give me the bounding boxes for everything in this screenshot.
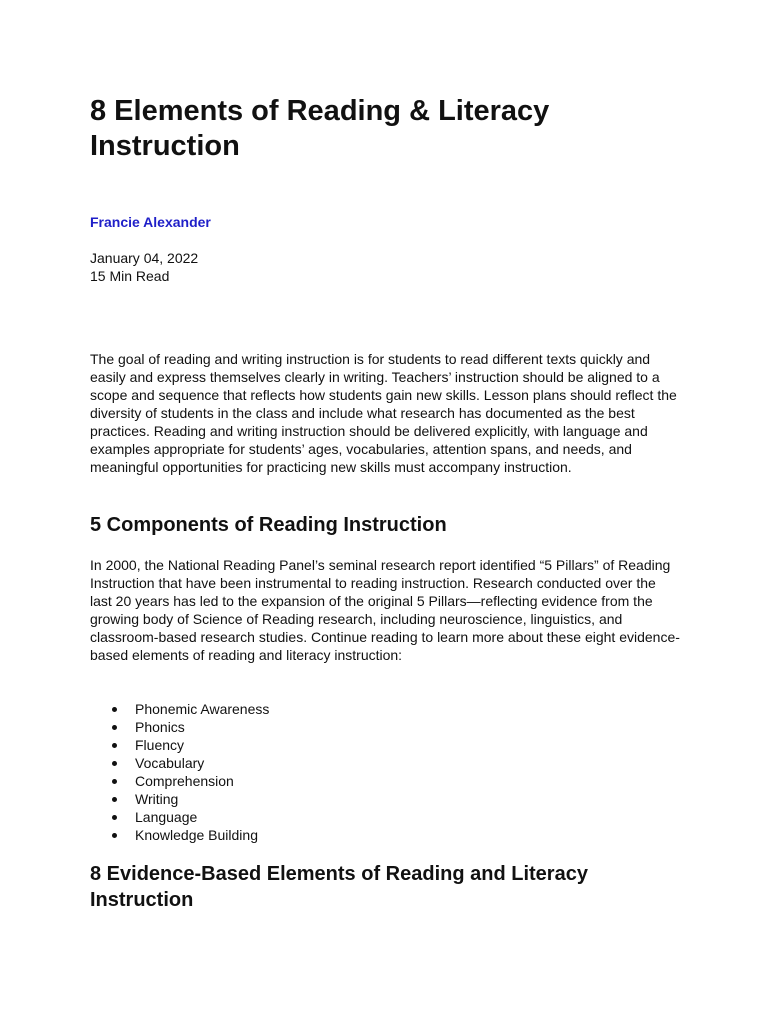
bullet-icon [112, 743, 117, 748]
elements-list [90, 700, 269, 844]
bullet-icon [112, 725, 117, 730]
bullet-icon [112, 779, 117, 784]
list-item: Fluency [90, 736, 269, 754]
article-meta [90, 249, 198, 285]
section-heading-elements: 8 Evidence-Based Elements of Reading and Literacy Instruction [90, 863, 588, 911]
article-title: 8 Elements of Reading & Literacy Instruction [90, 95, 550, 162]
list-item: Phonemic Awareness [90, 700, 269, 718]
list-item: Vocabulary [90, 754, 269, 772]
components-paragraph: In 2000, the National Reading Panel’s seminal research report identified “5 Pillars” of Reading Instruction that have been instrumental to reading instruction. Research conducted over the last 20 years has led to the expansion of the original 5 Pillars—reflecting evidence from the growing body of Science of Reading research, including neuroscience, linguistics, and classroom-based research studies. Continue reading to learn more about these eight evidence-based elements of reading and literacy instruction: [90, 557, 680, 663]
section-heading-components: 5 Components of Reading Instruction [90, 514, 447, 536]
list-item: Knowledge Building [90, 826, 269, 844]
bullet-icon [112, 797, 117, 802]
intro-paragraph: The goal of reading and writing instruction is for students to read different texts quickly and easily and express themselves clearly in writing. Teachers’ instruction should be aligned to a scope and sequence that reflects how students gain new skills. Lesson plans should reflect the diversity of students in the class and include what research has documented as the best practices. Reading and writing instruction should be delivered explicitly, with language and examples appropriate for students’ ages, vocabularies, attention spans, and needs, and meaningful opportunities for practicing new skills must accompany instruction. [90, 351, 677, 475]
list-item: Comprehension [90, 772, 269, 790]
list-item: Writing [90, 790, 269, 808]
bullet-icon [112, 833, 117, 838]
list-item: Language [90, 808, 269, 826]
publish-date: January 04, 2022 [90, 250, 199, 266]
bullet-icon [112, 815, 117, 820]
read-time: 15 Min Read [90, 268, 170, 284]
author-link[interactable]: Francie Alexander [90, 214, 211, 230]
list-item: Phonics [90, 718, 269, 736]
bullet-icon [112, 761, 117, 766]
bullet-icon [112, 707, 117, 712]
